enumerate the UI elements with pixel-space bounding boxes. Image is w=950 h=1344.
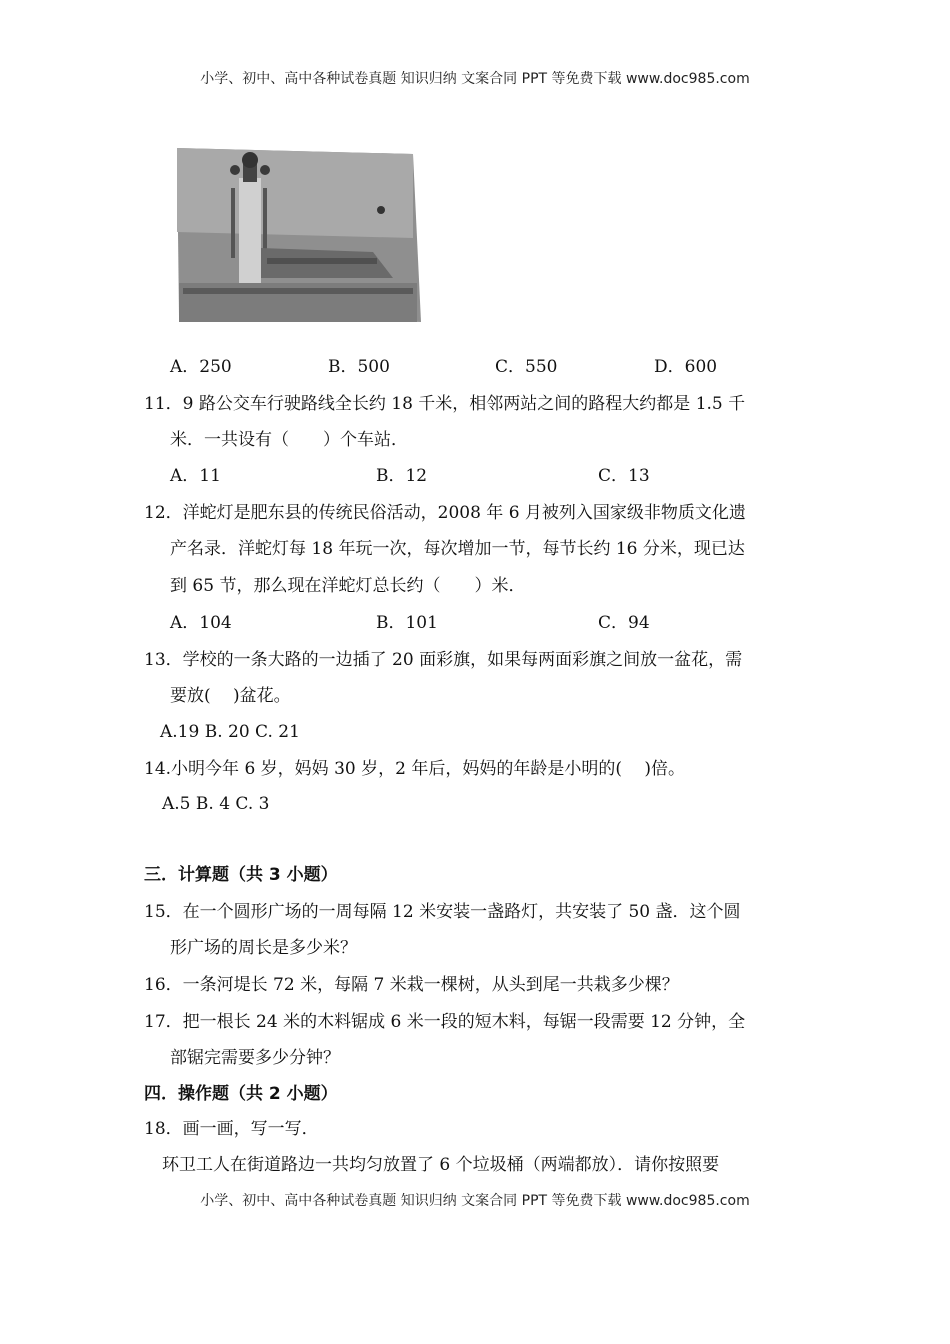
q10-option-b: B．500 <box>328 357 390 377</box>
q11-option-a: A．11 <box>170 466 221 486</box>
q11-option-c: C．13 <box>598 466 650 486</box>
q16-line1: 16．一条河堤长 72 米，每隔 7 米栽一棵树，从头到尾一共栽多少棵？ <box>144 975 679 995</box>
q10-option-d: D．600 <box>654 357 718 377</box>
q11-line2: 米．一共设有（ ）个车站． <box>170 430 408 450</box>
q11-line1: 11．9 路公交车行驶路线全长约 18 千米，相邻两站之间的路程大约都是 1.5 千 <box>144 394 746 414</box>
q18-line2: 环卫工人在街道路边一共均匀放置了 6 个垃圾桶（两端都放）．请你按照要 <box>162 1155 720 1175</box>
q12-option-a: A．104 <box>170 613 232 633</box>
q12-option-b: B．101 <box>376 613 438 633</box>
q13-options: A.19 B. 20 C. 21 <box>160 722 300 742</box>
page-header: 小学、初中、高中各种试卷真题 知识归纳 文案合同 PPT 等免费下载 www.doc985.com <box>200 71 750 87</box>
monument-photo <box>173 148 421 322</box>
q12-line3: 到 65 节，那么现在洋蛇灯总长约（ ）米． <box>170 576 526 596</box>
section-4-title: 四．操作题（共 2 小题） <box>144 1084 338 1104</box>
q17-line1: 17．把一根长 24 米的木料锯成 6 米一段的短木料，每锯一段需要 12 分钟，全 <box>144 1012 746 1032</box>
q12-option-c: C．94 <box>598 613 650 633</box>
q18-line1: 18．画一画，写一写． <box>144 1119 319 1139</box>
page-footer: 小学、初中、高中各种试卷真题 知识归纳 文案合同 PPT 等免费下载 www.doc985.com <box>200 1193 750 1209</box>
q10-option-c: C．550 <box>495 357 558 377</box>
q14-line1: 14.小明今年 6 岁，妈妈 30 岁，2 年后，妈妈的年龄是小明的( )倍。 <box>144 759 685 779</box>
q15-line2: 形广场的周长是多少米？ <box>170 938 357 958</box>
q15-line1: 15．在一个圆形广场的一周每隔 12 米安装一盏路灯，共安装了 50 盏．这个圆 <box>144 902 741 922</box>
q12-line2: 产名录．洋蛇灯每 18 年玩一次，每次增加一节，每节长约 16 分米，现已达 <box>170 539 745 559</box>
q12-line1: 12．洋蛇灯是肥东县的传统民俗活动，2008 年 6 月被列入国家级非物质文化遗 <box>144 503 746 523</box>
q11-option-b: B．12 <box>376 466 428 486</box>
section-3-title: 三．计算题（共 3 小题） <box>144 865 338 885</box>
q17-line2: 部锯完需要多少分钟？ <box>170 1048 340 1068</box>
q14-options: A.5 B. 4 C. 3 <box>162 794 270 814</box>
q10-option-a: A．250 <box>170 357 232 377</box>
q13-line2: 要放( )盆花。 <box>170 686 291 706</box>
q13-line1: 13．学校的一条大路的一边插了 20 面彩旗，如果每两面彩旗之间放一盆花，需 <box>144 650 743 670</box>
